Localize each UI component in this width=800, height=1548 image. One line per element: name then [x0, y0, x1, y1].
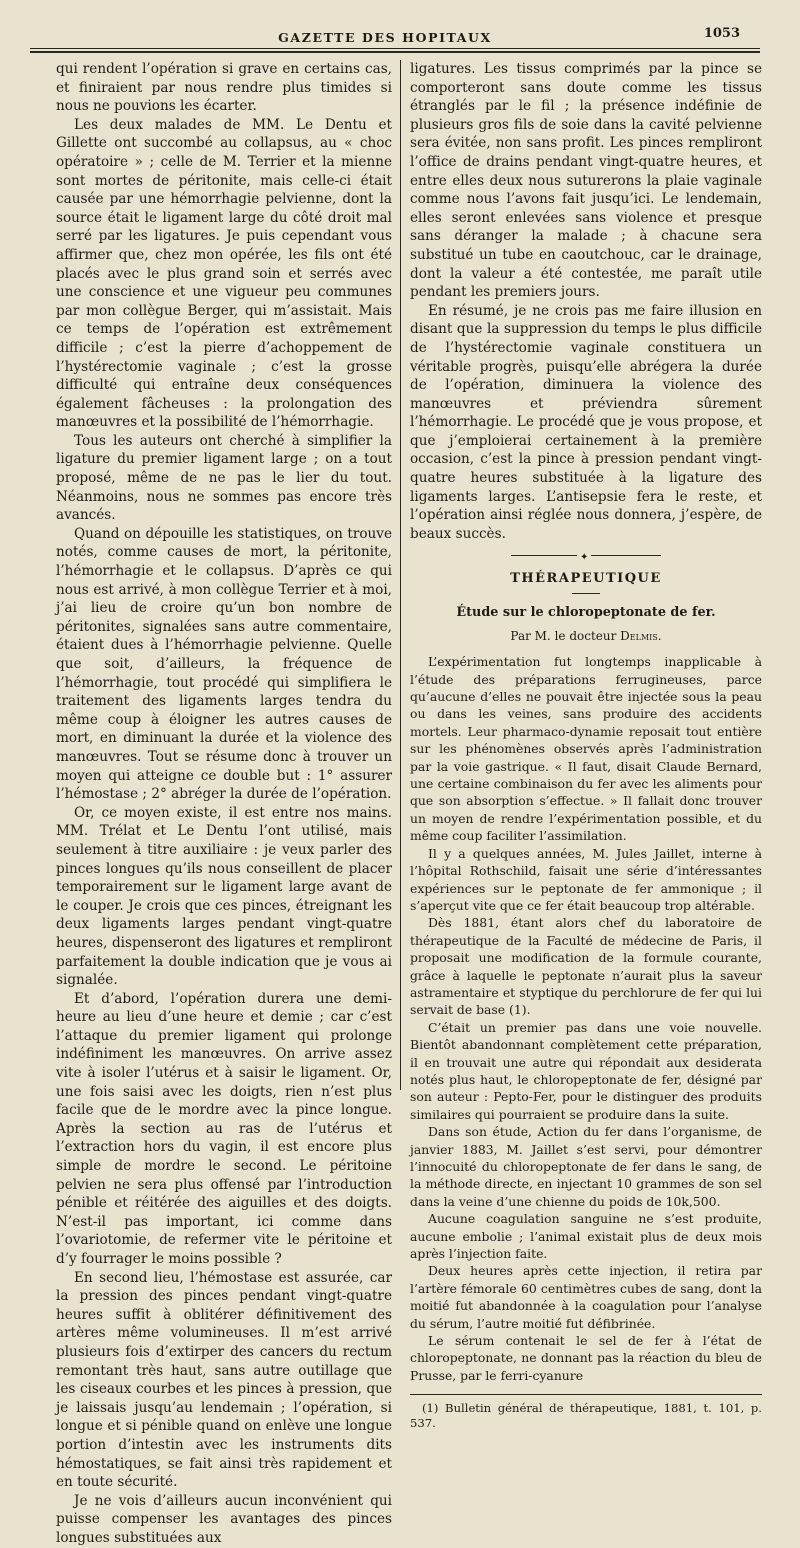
paragraph: Quand on dépouille les statistiques, on trouve notés, comme causes de mort, la péritonite, l’hémorrhagie et le collapsus. D’après ce qui nous est arrivé, à mon collègue Terrier et à moi, j’ai lieu de croire qu’un bon nombre de péritonites, signalées sans autre commentaire, étaient dues à l’hémorrhagie pelvienne. Quelle que soit, d’ailleurs, la fréquence de l’hémorrhagie, tout procédé qui simplifiera le traitement des ligaments larges tendra du même coup à éloigner les autres causes de mort, en diminuant la durée et la violence des manœuvres. Tout se résume donc à trouver un moyen qui atteigne ce double but : 1° assurer l’hémostase ; 2° abréger la durée de l’opération.	[56, 525, 392, 803]
paragraph: Dès 1881, étant alors chef du laboratoire de thérapeutique de la Faculté de médecine de Paris, il proposait une modification de la formule courante, grâce à laquelle le peptonate n’aurait plus la saveur astramentaire et styptique du perchlorure de fer qui lui servait de base (1).	[410, 915, 762, 1018]
paragraph: Or, ce moyen existe, il est entre nos mains. MM. Trélat et Le Dentu l’ont utilisé, mais seulement à titre auxiliaire : je veux parler des pinces longues qu’ils nous conseillent de placer temporairement sur le ligament large avant de le couper. Je crois que ces pinces, étreignant les deux ligaments larges pendant vingt-quatre heures, dispenseront des ligatures et rempliront parfaitement la double indication que je vous ai signalée.	[56, 804, 392, 989]
page-header	[30, 20, 740, 46]
paragraph: Le sérum contenait le sel de fer à l’état de chloropeptonate, ne donnant pas la réaction du bleu de Prusse, par le ferri-cyanure	[410, 1333, 762, 1383]
paragraph: Deux heures après cette injection, il retira par l’artère fémorale 60 centimètres cubes de sang, dont la moitié fut abandonnée à la coagulation pour l’analyse du sérum, l’autre moitié fut défibrinée.	[410, 1263, 762, 1331]
author-name: Delmis.	[620, 628, 662, 643]
header-rule-thick	[30, 51, 760, 53]
paragraph: ligatures. Les tissus comprimés par la pince se comporteront sans doute comme les tissus étranglés par le fil ; la présence indéfinie de plusieurs gros fils de soie dans la cavité pelvienne sera évitée, non sans profit. Les pinces rempliront l’office de drains pendant vingt-quatre heures, et entre elles deux nous suturerons la plaie vaginale comme nous l’avons fait jusqu’ici. Le lendemain, elles seront enlevées sans violence et presque sans déranger la malade ; à chacune sera substitué un tube en caoutchouc, car le drainage, dont la valeur a été contestée, me paraît utile pendant les premiers jours.	[410, 61, 762, 301]
paragraph: C’était un premier pas dans une voie nouvelle. Bientôt abandonnant complètement cette préparation, il en trouvait une autre qui répondait aux desiderata notés plus haut, le chloropeptonate de fer, désigné par son auteur : Pepto-Fer, pour le distinguer des produits similaires qui pourraient se produire dans la suite.	[410, 1019, 762, 1122]
byline-prefix: Par M. le docteur	[510, 628, 617, 643]
column-divider	[400, 60, 401, 1090]
footnote-rule	[410, 1394, 762, 1395]
header-rule	[30, 48, 760, 49]
paragraph: En second lieu, l’hémostase est assurée, car la pression des pinces pendant vingt-quatre heures suffit à oblitérer définitivement des artères même volumineuses. Il m’est arrivé plusieurs fois d’extirper des cancers du rectum remontant très haut, sans autre outillage que les ciseaux courbes et les pinces à pression, que je laissais jusqu’au lendemain ; l’opération, si longue et si pénible quand on enlève une longue portion d’intestin avec les instruments dits hémostatiques, se fait ainsi très rapidement et en toute sécurité.	[56, 1269, 392, 1491]
article-separator	[511, 552, 661, 564]
paragraph: qui rendent l’opération si grave en certains cas, et finiraient par nous rendre plus timides si nous ne pouvions les écarter.	[56, 61, 392, 115]
paragraph: Et d’abord, l’opération durera une demi-heure au lieu d’une heure et demie ; car c’est l’attaque du premier ligament qui prolonge indéfiniment les manœuvres. On arrive assez vite à isoler l’utérus et à saisir le ligament. Or, une fois saisi avec les doigts, rien n’est plus facile que de le mordre avec la pince longue. Après la section au ras de l’utérus et l’extraction hors du vagin, il est encore plus simple de mordre le second. Le péritoine pelvien ne sera plus offensé par l’introduction pénible et réitérée des aiguilles et des doigts. N’est-il pas important, ici comme dans l’ovariotomie, de refermer vite le péritoine et d’y fourrager le moins possible ?	[56, 990, 392, 1267]
paragraph: En résumé, je ne crois pas me faire illusion en disant que la suppression du temps le plus difficile de l’hystérectomie vaginale constituera un véritable progrès, puisqu’elle abrégera la durée de l’opération, diminuera la violence des manœuvres et préviendra sûrement l’hémorrhagie. Le procédé que je vous propose, et que j’emploierai certainement à la première occasion, c’est la pince à pression pendant vingt-quatre heures substituée à la ligature des ligaments larges. L’antisepsie fera le reste, et l’opération ainsi réglée nous donnera, j’espère, de beaux succès.	[410, 302, 762, 542]
right-column	[410, 60, 762, 1431]
section-title: THÉRAPEUTIQUE	[510, 571, 662, 587]
article-body	[410, 653, 762, 1384]
separator-ornament-icon: ✦	[577, 549, 591, 568]
paragraph: Les deux malades de MM. Le Dentu et Gillette ont succombé au collapsus, au « choc opératoire » ; celle de M. Terrier et la mienne sont mortes de péritonite, mais celle-ci était causée par une hémorrhagie pelvienne, dont la source était le ligament large du côté droit mal serré par les ligatures. Je puis cependant vous affirmer que, chez mon opérée, les fils ont été placés avec le plus grand soin et serrés avec une conscience et une vigueur peu communes par mon collègue Berger, qui m’assistait. Mais ce temps de l’opération est extrêmement difficile ; c’est la pierre d’achoppement de l’hystérectomie vaginale ; c’est la grosse difficulté qui entraîne deux conséquences également fâcheuses : la prolongation des manœuvres et la possibilité de l’hémorrhagie.	[56, 116, 392, 431]
section-rule	[572, 593, 600, 594]
paragraph: Dans son étude, Action du fer dans l’organisme, de janvier 1883, M. Jaillet s’est servi, pour démontrer l’innocuité du chloropeptonate de fer dans le sang, de la méthode directe, en injectant 10 grammes de son sel dans la veine d’une chienne du poids de 10k,500.	[410, 1124, 762, 1209]
running-title: GAZETTE DES HOPITAUX	[278, 30, 492, 45]
paragraph: Tous les auteurs ont cherché à simplifier la ligature du premier ligament large ; on a tout proposé, même de ne pas le lier du tout. Néanmoins, nous ne sommes pas encore très avancés.	[56, 432, 392, 524]
page-number: 1053	[703, 26, 740, 41]
left-column	[56, 60, 392, 1548]
article-title: Étude sur le chloropeptonate de fer.	[456, 605, 716, 621]
paragraph: L’expérimentation fut longtemps inapplicable à l’étude des préparations ferrugineuses, parce qu’aucune d’elles ne pouvait être injectée sous la peau ou dans les veines, sans produire des accidents mortels. Leur pharmaco-dynamie reposait tout entière sur les phénomènes observés après l’administration par la voie gastrique. « Il faut, disait Claude Bernard, une certaine combinaison du fer avec les aliments pour que son absorption s’effectue. » Il fallait donc trouver un moyen de rendre l’expérimentation possible, et du même coup faciliter l’assimilation.	[410, 654, 762, 844]
paragraph: Je ne vois d’ailleurs aucun inconvénient qui puisse compenser les avantages des pinces longues substituées aux	[56, 1492, 392, 1546]
paragraph: Il y a quelques années, M. Jules Jaillet, interne à l’hôpital Rothschild, faisait une série d’intéressantes expériences sur le peptonate de fer ammonique ; il s’aperçut vite que ce fer était beaucoup trop altérable.	[410, 845, 762, 913]
byline	[410, 627, 762, 646]
paragraph: Aucune coagulation sanguine ne s’est produite, aucune embolie ; l’animal existait plus de deux mois après l’injection faite.	[410, 1211, 762, 1262]
footnote: (1) Bulletin général de thérapeutique, 1881, t. 101, p. 537.	[410, 1401, 762, 1431]
